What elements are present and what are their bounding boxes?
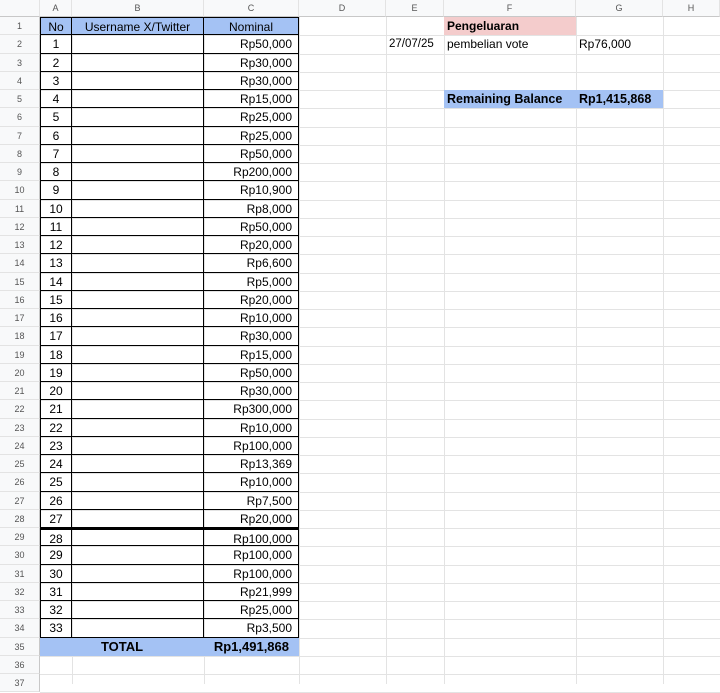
nominal-cell[interactable]: Rp25,000 [204,601,299,619]
row-header-17[interactable]: 17 [0,309,40,327]
nominal-cell[interactable]: Rp10,000 [204,419,299,437]
username-cell[interactable] [72,601,204,619]
gridline [40,656,720,657]
username-cell[interactable] [72,218,204,236]
username-cell[interactable] [72,528,204,546]
username-cell[interactable] [72,291,204,309]
row-header-32[interactable]: 32 [0,583,40,601]
total-value: Rp1,491,868 [204,638,299,656]
row-header-29[interactable]: 29 [0,528,40,546]
row-header-11[interactable]: 11 [0,200,40,218]
row-header-27[interactable]: 27 [0,492,40,510]
no-cell[interactable]: 12 [40,236,72,254]
row-header-2[interactable]: 2 [0,35,40,53]
no-cell[interactable]: 33 [40,619,72,637]
row-header-10[interactable]: 10 [0,181,40,199]
column-header-a[interactable]: A [40,0,72,17]
row-header-31[interactable]: 31 [0,565,40,583]
balance-value: Rp1,415,868 [576,90,663,108]
column-header-h[interactable]: H [663,0,720,17]
gridline [386,17,387,684]
no-cell[interactable]: 24 [40,455,72,473]
expense-description[interactable]: pembelian vote [447,37,529,52]
nominal-cell[interactable]: Rp50,000 [204,35,299,53]
username-cell[interactable] [72,236,204,254]
username-cell[interactable] [72,346,204,364]
row-header-9[interactable]: 9 [0,163,40,181]
header-no: No [40,17,72,35]
no-cell[interactable]: 1 [40,35,72,53]
username-cell[interactable] [72,382,204,400]
gridline [663,17,664,684]
username-cell[interactable] [72,492,204,510]
row-header-16[interactable]: 16 [0,291,40,309]
row-header-28[interactable]: 28 [0,510,40,528]
username-cell[interactable] [72,473,204,491]
nominal-cell[interactable]: Rp100,000 [204,528,299,546]
nominal-cell[interactable]: Rp15,000 [204,346,299,364]
row-header-3[interactable]: 3 [0,54,40,72]
nominal-cell[interactable]: Rp30,000 [204,327,299,345]
username-cell[interactable] [72,163,204,181]
no-cell[interactable]: 15 [40,291,72,309]
username-cell[interactable] [72,108,204,126]
no-cell[interactable]: 29 [40,546,72,564]
no-cell[interactable]: 9 [40,181,72,199]
row-header-25[interactable]: 25 [0,455,40,473]
nominal-cell[interactable]: Rp50,000 [204,145,299,163]
no-cell[interactable]: 22 [40,419,72,437]
no-cell[interactable]: 11 [40,218,72,236]
no-cell[interactable]: 16 [40,309,72,327]
header-nominal: Nominal [204,17,299,35]
no-cell[interactable]: 6 [40,127,72,145]
row-header-34[interactable]: 34 [0,619,40,637]
no-cell[interactable]: 13 [40,254,72,272]
row-header-6[interactable]: 6 [0,108,40,126]
nominal-cell[interactable]: Rp200,000 [204,163,299,181]
no-cell[interactable]: 17 [40,327,72,345]
username-cell[interactable] [72,181,204,199]
row-header-1[interactable]: 1 [0,17,40,35]
no-cell[interactable]: 20 [40,382,72,400]
no-cell[interactable]: 25 [40,473,72,491]
select-all-corner[interactable] [0,0,40,17]
row-header-36[interactable]: 36 [0,656,40,674]
row-header-19[interactable]: 19 [0,346,40,364]
no-cell[interactable]: 3 [40,72,72,90]
gridline [444,17,445,684]
nominal-cell[interactable]: Rp6,600 [204,254,299,272]
row-header-37[interactable]: 37 [0,674,40,692]
nominal-cell[interactable]: Rp300,000 [204,400,299,418]
username-cell[interactable] [72,364,204,382]
username-cell[interactable] [72,72,204,90]
row-header-5[interactable]: 5 [0,90,40,108]
username-cell[interactable] [72,437,204,455]
row-header-14[interactable]: 14 [0,254,40,272]
username-cell[interactable] [72,200,204,218]
total-label: TOTAL [40,638,204,656]
nominal-cell[interactable]: Rp25,000 [204,108,299,126]
row-header-12[interactable]: 12 [0,218,40,236]
username-cell[interactable] [72,400,204,418]
row-header-26[interactable]: 26 [0,473,40,491]
nominal-cell[interactable]: Rp100,000 [204,546,299,564]
username-cell[interactable] [72,583,204,601]
nominal-cell[interactable]: Rp21,999 [204,583,299,601]
no-cell[interactable]: 19 [40,364,72,382]
no-cell[interactable]: 28 [40,528,72,546]
no-cell[interactable]: 5 [40,108,72,126]
column-header-e[interactable]: E [386,0,444,17]
nominal-cell[interactable]: Rp5,000 [204,273,299,291]
no-cell[interactable]: 27 [40,510,72,528]
username-cell[interactable] [72,273,204,291]
no-cell[interactable]: 31 [40,583,72,601]
username-cell[interactable] [72,327,204,345]
no-cell[interactable]: 4 [40,90,72,108]
username-cell[interactable] [72,546,204,564]
nominal-cell[interactable]: Rp10,900 [204,181,299,199]
row-header-20[interactable]: 20 [0,364,40,382]
username-cell[interactable] [72,309,204,327]
no-cell[interactable]: 32 [40,601,72,619]
no-cell[interactable]: 7 [40,145,72,163]
nominal-cell[interactable]: Rp50,000 [204,364,299,382]
row-header-22[interactable]: 22 [0,400,40,418]
nominal-cell[interactable]: Rp10,000 [204,473,299,491]
username-cell[interactable] [72,455,204,473]
username-cell[interactable] [72,254,204,272]
row-header-8[interactable]: 8 [0,145,40,163]
no-cell[interactable]: 23 [40,437,72,455]
username-cell[interactable] [72,619,204,637]
nominal-cell[interactable]: Rp10,000 [204,309,299,327]
header-username: Username X/Twitter [72,17,204,35]
nominal-cell[interactable]: Rp100,000 [204,565,299,583]
column-header-b[interactable]: B [72,0,204,17]
username-cell[interactable] [72,90,204,108]
row-header-33[interactable]: 33 [0,601,40,619]
no-cell[interactable]: 8 [40,163,72,181]
no-cell[interactable]: 14 [40,273,72,291]
gridline [299,17,300,684]
gridline [40,674,720,675]
username-cell[interactable] [72,127,204,145]
nominal-cell[interactable]: Rp30,000 [204,72,299,90]
username-cell[interactable] [72,565,204,583]
row-header-30[interactable]: 30 [0,546,40,564]
row-header-35[interactable]: 35 [0,638,40,656]
username-cell[interactable] [72,510,204,528]
username-cell[interactable] [72,145,204,163]
column-header-g[interactable]: G [576,0,663,17]
gridline [576,17,577,684]
expense-title: Pengeluaran [444,17,576,35]
no-cell[interactable]: 2 [40,54,72,72]
nominal-cell[interactable]: Rp8,000 [204,200,299,218]
no-cell[interactable]: 30 [40,565,72,583]
row-header-13[interactable]: 13 [0,236,40,254]
nominal-cell[interactable]: Rp25,000 [204,127,299,145]
username-cell[interactable] [72,54,204,72]
no-cell[interactable]: 21 [40,400,72,418]
nominal-cell[interactable]: Rp20,000 [204,236,299,254]
row-header-24[interactable]: 24 [0,437,40,455]
nominal-cell[interactable]: Rp3,500 [204,619,299,637]
row-header-18[interactable]: 18 [0,327,40,345]
nominal-cell[interactable]: Rp30,000 [204,54,299,72]
row-header-23[interactable]: 23 [0,419,40,437]
column-header-f[interactable]: F [444,0,576,17]
balance-label: Remaining Balance [444,90,576,108]
expense-date[interactable]: 27/07/25 [389,38,434,51]
row-header-21[interactable]: 21 [0,382,40,400]
row-header-15[interactable]: 15 [0,273,40,291]
expense-amount[interactable]: Rp76,000 [579,37,632,52]
row-header-7[interactable]: 7 [0,127,40,145]
nominal-cell[interactable]: Rp13,369 [204,455,299,473]
no-cell[interactable]: 10 [40,200,72,218]
row-header-4[interactable]: 4 [0,72,40,90]
nominal-cell[interactable]: Rp100,000 [204,437,299,455]
column-header-c[interactable]: C [204,0,299,17]
no-cell[interactable]: 18 [40,346,72,364]
nominal-cell[interactable]: Rp20,000 [204,510,299,528]
column-header-d[interactable]: D [299,0,386,17]
nominal-cell[interactable]: Rp15,000 [204,90,299,108]
nominal-cell[interactable]: Rp30,000 [204,382,299,400]
username-cell[interactable] [72,35,204,53]
no-cell[interactable]: 26 [40,492,72,510]
nominal-cell[interactable]: Rp20,000 [204,291,299,309]
username-cell[interactable] [72,419,204,437]
nominal-cell[interactable]: Rp7,500 [204,492,299,510]
nominal-cell[interactable]: Rp50,000 [204,218,299,236]
